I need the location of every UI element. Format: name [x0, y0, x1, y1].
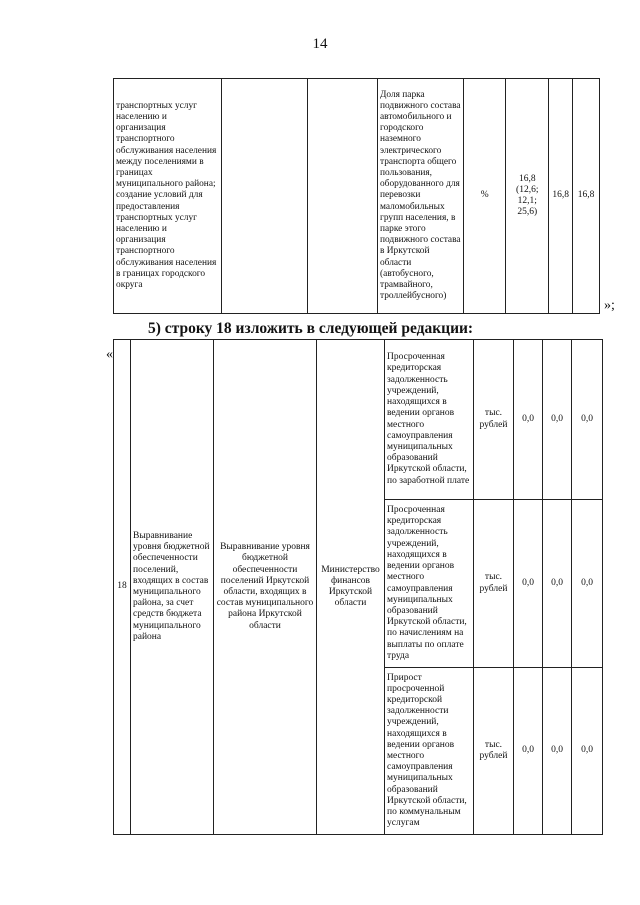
program-description-cell: транспортных услуг населению и организация транспортного обслуживания населения между поселениями в границах муниципального района; создание условий для предоставления транспортных услуг населению и организация транспортного обслуживания населения в границах городского округа [114, 79, 222, 314]
unit-cell: тыс. рублей [474, 668, 514, 835]
indicator-cell: Доля парка подвижного состава автомобильного и городского наземного электрического транспорта общего пользования, оборудованного для перевозки маломобильных групп населения, в парке этого подвижного состава в Иркутской области (автобусного, трамвайного, троллейбусного) [377, 79, 463, 314]
unit-cell: % [464, 79, 506, 314]
value-cell: 0,0 [572, 340, 603, 500]
value-cell: 0,0 [543, 500, 572, 668]
value-cell: 0,0 [514, 340, 543, 500]
unit-cell: тыс. рублей [474, 500, 514, 668]
value-cell: 16,8 [549, 79, 573, 314]
empty-cell [221, 79, 307, 314]
direction-cell: Выравнивание уровня бюджетной обеспеченности поселений, входящих в состав муниципального района, за счет средств бюджета муниципального района [131, 340, 214, 835]
value-cell: 0,0 [514, 668, 543, 835]
value-cell: 0,0 [572, 668, 603, 835]
table-continued [113, 78, 600, 314]
value-cell: 0,0 [514, 500, 543, 668]
value-cell: 0,0 [543, 340, 572, 500]
row-number-cell: 18 [114, 340, 131, 835]
closing-quote: »; [604, 298, 615, 313]
unit-cell: тыс. рублей [474, 340, 514, 500]
value-cell: 0,0 [543, 668, 572, 835]
indicator-cell: Просроченная кредиторская задолженность учреждений, находящихся в ведении органов местного самоуправления муниципальных образований Иркутской области, по начислениям на выплаты по оплате труда [385, 500, 474, 668]
value-cell: 16,8 (12,6; 12,1; 25,6) [506, 79, 549, 314]
goal-cell: Выравнивание уровня бюджетной обеспеченности поселений Иркутской области, входящих в состав муниципального района Иркутской области [214, 340, 317, 835]
responsible-cell: Министерство финансов Иркутской области [317, 340, 385, 835]
opening-quote: « [106, 347, 113, 362]
empty-cell [307, 79, 377, 314]
indicator-cell: Просроченная кредиторская задолженность учреждений, находящихся в ведении органов местного самоуправления муниципальных образований Иркутской области, по заработной плате [385, 340, 474, 500]
section-heading: 5) строку 18 изложить в следующей редакции: [148, 320, 474, 337]
value-cell: 0,0 [572, 500, 603, 668]
indicator-cell: Прирост просроченной кредиторской задолженности учреждений, находящихся в ведении органов местного самоуправления муниципальных образований Иркутской области, по коммунальным услугам [385, 668, 474, 835]
page-number: 14 [312, 36, 328, 52]
value-cell: 16,8 [573, 79, 600, 314]
table-row-18 [113, 339, 603, 835]
